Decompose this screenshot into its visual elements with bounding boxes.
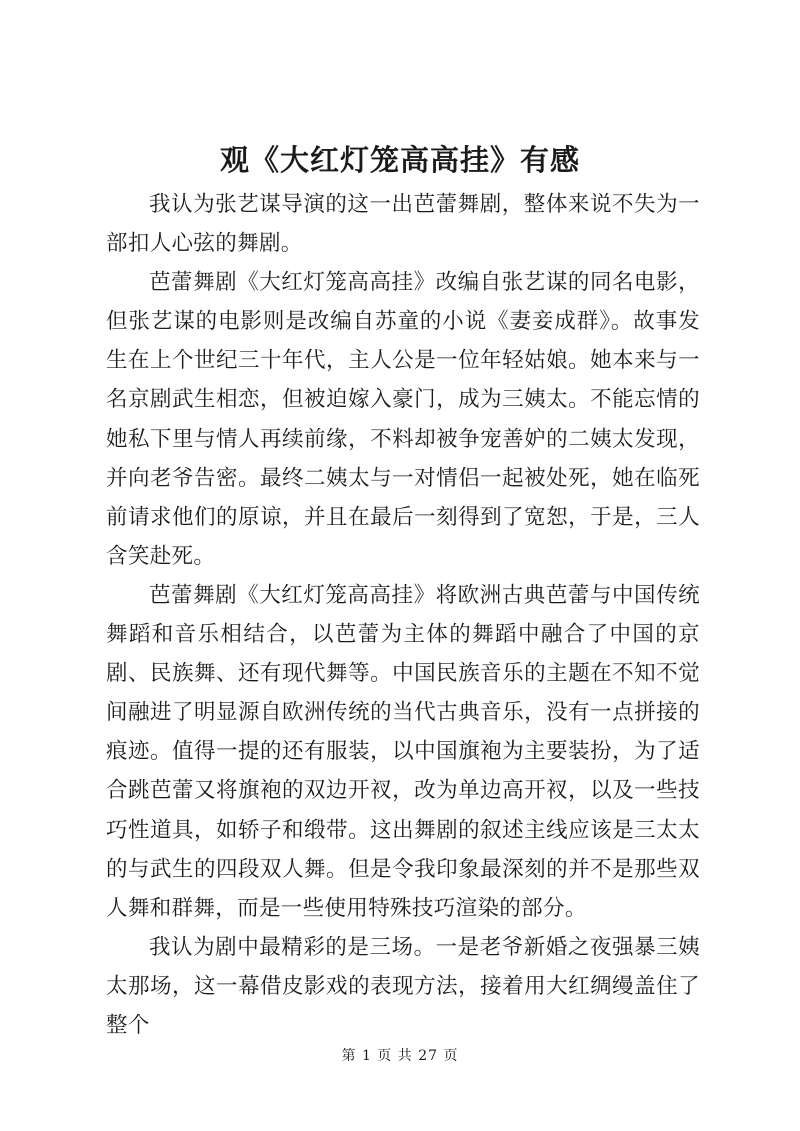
paragraph-4: 我认为剧中最精彩的是三场。一是老爷新婚之夜强暴三姨太那场，这一幕借皮影戏的表现方法，接着用大红绸缦盖住了整个 [106, 934, 700, 1038]
paragraph-3: 芭蕾舞剧《大红灯笼高高挂》将欧洲古典芭蕾与中国传统舞蹈和音乐相结合，以芭蕾为主体的舞蹈中融合了中国的京剧、民族舞、还有现代舞等。中国民族音乐的主题在不知不觉间融进了明显源自欧洲传统的当代古典音乐，没有一点拼接的痕迹。值得一提的还有服装，以中国旗袍为主要装扮，为了适合跳芭蕾又将旗袍的双边开衩，改为单边高开衩，以及一些技巧性道具，如轿子和缎带。这出舞剧的叙述主线应该是三太太的与武生的四段双人舞。但是令我印象最深刻的并不是那些双人舞和群舞，而是一些使用特殊技巧渲染的部分。 [106, 582, 700, 921]
page-title: 观《大红灯笼高高挂》有感 [219, 143, 580, 177]
page-number-footer: 第 1 页 共 27 页 [341, 1048, 459, 1064]
document-body [106, 185, 700, 1045]
paragraph-1: 我认为张艺谋导演的这一出芭蕾舞剧，整体来说不失为一部扣人心弦的舞剧。 [106, 192, 700, 257]
paragraph-2: 芭蕾舞剧《大红灯笼高高挂》改编自张艺谋的同名电影，但张艺谋的电影则是改编自苏童的小说《妻妾成群》。故事发生在上个世纪三十年代，主人公是一位年轻姑娘。她本来与一名京剧武生相恋，但被迫嫁入豪门，成为三姨太。不能忘情的她私下里与情人再续前缘，不料却被争宠善妒的二姨太发现，并向老爷告密。最终二姨太与一对情侣一起被处死，她在临死前请求他们的原谅，并且在最后一刻得到了宽恕，于是，三人含笑赴死。 [106, 270, 700, 569]
